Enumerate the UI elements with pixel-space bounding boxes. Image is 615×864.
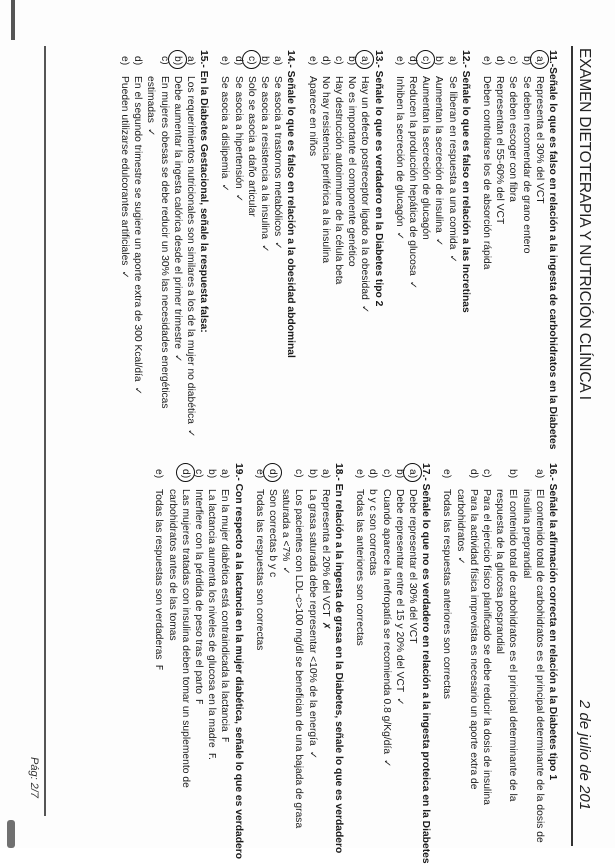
option-text-content: La lactancia aumenta los niveles de glucosa en la madre <box>206 489 218 748</box>
option-text-content: Se deben escoger con fibra <box>507 76 519 202</box>
answer-option[interactable] <box>393 463 406 848</box>
option-letter: e) <box>153 469 165 479</box>
answer-option[interactable] <box>319 50 332 460</box>
option-text <box>253 489 266 848</box>
question-14 <box>218 50 297 460</box>
option-text-content: Todas las respuestas son correctas <box>253 489 265 651</box>
question-19 <box>152 463 244 860</box>
option-letter: a) <box>446 56 458 66</box>
handwritten-check-icon: ✓ <box>306 750 318 760</box>
option-letter: b) <box>520 56 532 66</box>
option-text <box>205 489 218 848</box>
answer-option[interactable] <box>152 463 165 848</box>
option-text-content: Se deben recomendar de grano entero <box>520 76 532 254</box>
question-title: 17.- Señale lo que no es verdadero en relación a la ingesta proteica en la Diabetes <box>420 463 432 864</box>
option-letter: e) <box>306 56 318 66</box>
handwritten-f-mark: F <box>192 698 204 705</box>
option-text <box>519 76 532 460</box>
exam-title: EXAMEN DIETOTERAPIA Y NUTRICIÓN CLÍNICA I <box>576 48 593 400</box>
answer-option[interactable] <box>305 50 318 460</box>
option-text-content: Cuando aparece la nefropatía se recomienda 0.8 g/Kg/día <box>380 489 392 755</box>
option-text-content: Las mujeres tratadas con insulina deben tomar un suplemento de carbohidratos antes de las tomas <box>166 489 191 788</box>
option-text <box>184 76 197 460</box>
handwritten-check-icon: ✓ <box>132 386 144 396</box>
option-letter: e) <box>480 56 492 66</box>
handwritten-check-icon: ✓ <box>184 428 196 438</box>
question-15 <box>118 50 210 460</box>
option-text-content: Los pacientes con LDL-c>100 mg/dl se benefician de una bajada de grasa saturada a <7% <box>280 489 305 829</box>
option-text-content: En la mujer diabética está contraindicada la lactancia <box>219 489 231 732</box>
option-text <box>480 489 493 848</box>
option-text-content: Inhiben la secreción de glucagón <box>393 76 405 227</box>
option-letter: d) <box>232 56 244 66</box>
option-list <box>305 50 371 460</box>
option-text <box>440 489 453 848</box>
option-letter-circled: a) <box>358 56 371 76</box>
option-list <box>152 463 231 848</box>
option-letter: b) <box>306 469 318 479</box>
questions-column-right <box>144 463 559 864</box>
answer-option[interactable] <box>419 50 432 460</box>
answer-option[interactable] <box>480 463 493 848</box>
handwritten-check-icon: ✓ <box>393 697 405 706</box>
option-text <box>379 489 392 848</box>
option-text <box>406 76 419 460</box>
option-text-content: Se liberan en respuesta a una comida <box>446 76 458 250</box>
option-text-content: Hay un defecto postreceptor ligado a la obesidad <box>359 76 371 300</box>
option-text <box>493 76 506 460</box>
option-text-content: Debe aumentar la ingesta calórica desde el primer trimestre <box>171 76 183 349</box>
handwritten-check-icon: ✓ <box>118 270 130 279</box>
option-text-content: No es importante el componente genético <box>346 76 358 267</box>
question-11 <box>480 50 559 460</box>
option-letter: b) <box>206 469 218 479</box>
option-letter: a) <box>272 56 284 66</box>
option-text-content: Interfiere con la pérdida de peso tras el parto <box>192 489 204 694</box>
option-letter: d) <box>467 469 479 479</box>
option-text <box>393 76 406 460</box>
exam-date: 2 de julio de 201 <box>576 700 593 811</box>
answer-option[interactable] <box>480 50 493 460</box>
option-text <box>245 76 258 460</box>
handwritten-f-mark: F <box>153 664 165 671</box>
answer-option[interactable] <box>131 50 144 460</box>
option-text-content: Los requerimientos nutricionales son similares a los de la mujer no diabética <box>184 76 196 424</box>
handwritten-cross-icon: ✗ <box>319 621 331 631</box>
option-text <box>358 76 371 460</box>
answer-option[interactable] <box>393 50 406 460</box>
question-title: 12.- Señale lo que es falso en relación a las Incretinas <box>459 50 471 313</box>
answer-option[interactable] <box>184 50 197 460</box>
answer-option[interactable] <box>192 463 205 848</box>
option-text <box>171 76 184 460</box>
option-letter-circled: b) <box>171 56 184 76</box>
scan-edge-shadow <box>7 820 15 848</box>
answer-option[interactable] <box>358 50 371 460</box>
option-text-content: Son correctas b y c <box>266 489 278 578</box>
option-letter: e) <box>118 56 130 66</box>
option-text <box>144 76 170 460</box>
answer-option[interactable] <box>118 50 131 460</box>
question-title: 15.- En la Diabetes Gestacional, señale la respuesta falsa: <box>198 50 210 333</box>
option-text <box>353 489 366 848</box>
answer-option[interactable] <box>445 50 458 460</box>
option-letter: e) <box>253 469 265 479</box>
answer-option[interactable] <box>519 463 545 848</box>
option-list <box>440 463 546 848</box>
answer-option[interactable] <box>533 50 546 460</box>
answer-option[interactable] <box>165 463 191 848</box>
option-text-content: Se asocia a hipertensión <box>232 76 244 189</box>
answer-option[interactable] <box>231 50 244 460</box>
option-letter: e) <box>219 56 231 66</box>
option-text-content: En el segundo trimestre se sugiere un aporte extra de 300 Kcal/día <box>132 76 144 382</box>
option-text-content: Para el ejercicio físico planificado se debe reducir la dosis de insulina <box>480 489 492 805</box>
option-text-content: Para la actividad física imprevista es necesario un aporte extra de carbohidratos <box>454 489 479 790</box>
option-list <box>480 50 546 460</box>
option-text-content: Representa el 20% del VCT <box>319 489 331 617</box>
option-list <box>393 50 459 460</box>
option-text <box>218 489 231 848</box>
option-letter: d) <box>494 56 506 66</box>
handwritten-check-icon: ✓ <box>446 254 458 263</box>
option-text-content: Pueden utilizarse edulcorantes artificiales <box>118 76 130 266</box>
handwritten-check-icon: ✓ <box>272 241 284 250</box>
option-letter: b) <box>507 469 519 479</box>
answer-option[interactable] <box>432 50 445 460</box>
option-list <box>353 463 419 848</box>
answer-option[interactable] <box>205 463 218 848</box>
option-text <box>445 76 458 460</box>
answer-option[interactable] <box>493 463 519 848</box>
footer-rule <box>45 46 47 816</box>
answer-option[interactable] <box>353 463 366 848</box>
answer-option[interactable] <box>345 50 358 460</box>
option-list <box>253 463 332 848</box>
option-text-content: Se asocia a dislipemia <box>219 76 231 179</box>
question-title: 16.- Señale la afirmación correcta en relación a la Diabetes tipo 1 <box>547 463 558 781</box>
header-rule <box>572 46 574 846</box>
option-text <box>266 489 279 848</box>
option-text <box>419 76 432 460</box>
option-letter: e) <box>354 469 366 479</box>
answer-option[interactable] <box>258 50 271 460</box>
option-letter: b) <box>346 56 358 66</box>
option-text-content: Reducen la producción hepática de glucosa <box>406 76 418 276</box>
question-18 <box>253 463 345 854</box>
option-text <box>231 76 244 460</box>
option-letter: e) <box>441 469 453 479</box>
option-text <box>192 489 205 848</box>
question-title: 13.- Señale lo que es verdadero en la Diabetes tipo 2 <box>372 50 384 307</box>
option-text <box>152 489 165 848</box>
answer-option[interactable] <box>453 463 479 848</box>
option-text <box>319 489 332 848</box>
option-text-content: Debe representar entre el 15 y 20% del VCT <box>393 489 405 693</box>
option-text-content: Aumentan la secreción de insulina <box>433 76 445 233</box>
option-text <box>519 489 545 848</box>
answer-option[interactable] <box>379 463 392 848</box>
option-text <box>453 489 479 848</box>
answer-option[interactable] <box>366 463 379 848</box>
handwritten-check-icon: ✓ <box>433 237 445 247</box>
handwritten-check-icon: ✓ <box>171 354 183 363</box>
option-text <box>258 76 271 460</box>
option-letter: c) <box>332 56 344 65</box>
option-text-content: Todas las respuestas anteriores son correctas <box>441 489 453 700</box>
option-text-content: Se asocia a resistencia a la insulina <box>258 76 270 240</box>
option-text-content: Todas las anteriores son correctas <box>354 489 366 646</box>
option-letter: d) <box>319 56 331 66</box>
option-text <box>305 76 318 460</box>
option-text-content: Representan el 55-60% del VCT <box>494 76 506 225</box>
option-text <box>271 76 284 460</box>
option-letter: c) <box>507 56 519 65</box>
question-12 <box>393 50 472 460</box>
answer-option[interactable] <box>519 50 532 460</box>
question-title: 19.- Con respecto a la lactancia en la mujer diabética, señale lo que es verdadero <box>232 463 244 860</box>
answer-option[interactable] <box>171 50 184 460</box>
option-text <box>218 76 231 460</box>
handwritten-f-mark: F <box>219 736 231 743</box>
answer-option[interactable] <box>253 463 266 848</box>
handwritten-check-icon: ✓ <box>280 566 292 575</box>
option-letter-circled: a) <box>406 469 419 489</box>
answer-option[interactable] <box>305 463 318 848</box>
option-text-content: No hay resistencia periférica a la insulina <box>319 76 331 264</box>
question-title: 18.- En relación a la ingesta de grasa en la Diabetes, señale lo que es verdadero <box>332 463 344 854</box>
option-letter-circled: d) <box>165 469 191 489</box>
answer-option[interactable] <box>266 463 279 848</box>
handwritten-check-icon: ✓ <box>258 244 270 253</box>
option-letter-circled: c) <box>245 56 258 76</box>
option-text-content: En mujeres obesas se debe reducir un 30% las necesidades energéticas estimadas <box>145 76 170 409</box>
option-list <box>218 50 284 460</box>
answer-option[interactable] <box>279 463 305 848</box>
option-text <box>131 76 144 460</box>
question-title: 11.-Señale lo que es falso en relación a la ingesta de carbohidratos en la Diabetes <box>547 50 558 450</box>
option-letter: c) <box>293 469 305 478</box>
answer-option[interactable] <box>218 463 231 848</box>
answer-option[interactable] <box>144 50 170 460</box>
option-text <box>432 76 445 460</box>
option-text-content: Hay destrucción autoinmune de la célula beta <box>332 76 344 285</box>
answer-option[interactable] <box>319 463 332 848</box>
option-letter: c) <box>192 469 204 478</box>
question-16 <box>440 463 559 848</box>
answer-option[interactable] <box>271 50 284 460</box>
handwritten-check-icon: ✓ <box>406 280 418 290</box>
option-text <box>493 489 519 848</box>
handwritten-check-icon: ✓ <box>232 193 244 203</box>
option-letter: c) <box>480 469 492 478</box>
option-text-content: Se asocia a trastornos metabólicos <box>272 76 284 237</box>
option-text <box>319 76 332 460</box>
option-letter: a) <box>319 469 331 479</box>
answer-option[interactable] <box>493 50 506 460</box>
handwritten-check-icon: ✓ <box>145 127 157 137</box>
option-text-content: Debe representar el 30% del VCT <box>406 489 418 644</box>
option-text <box>118 76 131 460</box>
handwritten-check-icon: ✓ <box>380 759 392 768</box>
handwritten-check-icon: ✓ <box>393 231 405 240</box>
answer-option[interactable] <box>406 463 419 848</box>
option-letter-circled: c) <box>419 56 432 76</box>
option-letter: c) <box>380 469 392 478</box>
question-13 <box>305 50 384 460</box>
option-letter: d) <box>367 469 379 479</box>
option-text-content: b y c son correctas <box>367 489 379 576</box>
option-text-content: Representa el 30% del VCT <box>533 76 545 204</box>
scan-edge-shadow <box>11 0 15 40</box>
option-text-content: Aparece en niños <box>306 76 318 157</box>
answer-option[interactable] <box>506 50 519 460</box>
option-letter: d) <box>406 56 418 66</box>
answer-option[interactable] <box>245 50 258 460</box>
option-text <box>279 489 305 848</box>
question-17 <box>353 463 432 864</box>
questions-column-left <box>110 50 559 460</box>
option-text <box>406 489 419 848</box>
page-number: Pág: 2/7 <box>28 757 40 798</box>
option-letter: a) <box>533 469 545 479</box>
option-text-content: Deben controlarse los de absorción rápida <box>480 76 492 270</box>
option-letter: a) <box>184 56 196 66</box>
option-text <box>332 76 345 460</box>
option-letter: d) <box>132 56 144 66</box>
option-text <box>506 76 519 460</box>
answer-option[interactable] <box>218 50 231 460</box>
option-text-content: El contenido total de carbohidratos es el principal determinante de la respuesta de la glucosa posprandial <box>494 489 519 802</box>
option-text-content: La grasa saturada debe representar <10% de la energía <box>306 489 318 746</box>
option-letter-circled: d) <box>266 469 279 489</box>
option-text <box>165 489 191 848</box>
option-text <box>345 76 358 460</box>
option-text-content: Aumentan la secreción de glucagón <box>420 76 432 240</box>
option-letter-circled: a) <box>533 56 546 76</box>
option-list <box>118 50 197 460</box>
handwritten-check-icon: ✓ <box>359 304 371 314</box>
option-text <box>480 76 493 460</box>
option-text-content: El contenido total de carbohidratos es el principal determinante de la dosis de insulina preprandial <box>520 489 545 843</box>
option-text-content: Solo se asocia a daño articular <box>245 76 257 217</box>
option-letter: b) <box>258 56 270 66</box>
handwritten-f-mark: F. <box>206 752 218 761</box>
option-letter: a) <box>219 469 231 479</box>
option-letter: b) <box>433 56 445 66</box>
question-title: 14.- Señale lo que es falso en relación a la obesidad abdominal <box>285 50 297 358</box>
option-text-content: Todas las respuestas son verdaderas <box>153 489 165 660</box>
option-text <box>393 489 406 848</box>
handwritten-check-icon: ✓ <box>454 556 466 565</box>
handwritten-check-icon: ✓ <box>219 183 231 192</box>
answer-option[interactable] <box>406 50 419 460</box>
option-letter: b) <box>393 469 405 479</box>
option-text <box>305 489 318 848</box>
option-letter: e) <box>393 56 405 66</box>
option-text <box>366 489 379 848</box>
option-text <box>533 76 546 460</box>
answer-option[interactable] <box>440 463 453 848</box>
answer-option[interactable] <box>332 50 345 460</box>
option-letter: c) <box>158 56 170 65</box>
